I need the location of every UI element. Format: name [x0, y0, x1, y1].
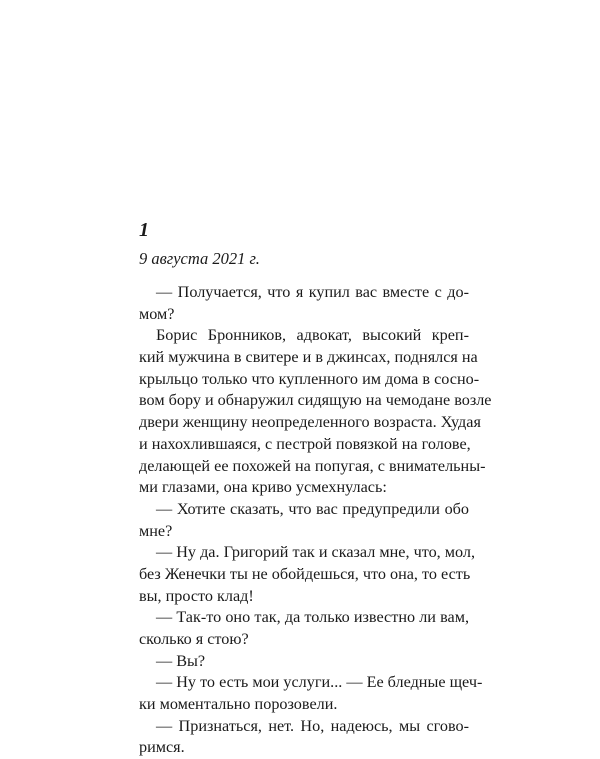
text-line: — Признаться, нет. Но, надеюсь, мы сгово-	[156, 716, 469, 735]
text-line: — Ну да. Григорий так и сказал мне, что, мол,	[156, 543, 476, 562]
text-line: — Ну то есть мои услуги... — Ее бледные щеч-	[156, 673, 483, 692]
text-line: — Получается, что я купил вас вместе с до-	[156, 283, 469, 301]
text-line: — Вы?	[156, 651, 206, 670]
text-line: мне?	[139, 521, 173, 540]
text-line: двери женщину неопределенного возраста. Худая	[139, 413, 481, 432]
text-line: кий мужчина в свитере и в джинсах, поднялся на	[139, 348, 478, 367]
body-text	[139, 282, 492, 759]
text-line: вом бору и обнаружил сидящую на чемодане возле	[139, 391, 492, 410]
text-line: крыльцо только что купленного им дома в сосно-	[139, 369, 480, 388]
text-line: римся.	[139, 738, 185, 757]
text-line: вы, просто клад!	[139, 586, 254, 605]
text-line: — Так-то оно так, да только известно ли вам,	[156, 608, 469, 627]
text-line: ми глазами, она криво усмехнулась:	[139, 478, 387, 497]
chapter-date: 9 августа 2021 г.	[139, 249, 260, 268]
text-line: и нахохлившаяся, с пестрой повязкой на голове,	[139, 434, 471, 453]
text-line: мом?	[139, 304, 175, 323]
text-line: — Хотите сказать, что вас предупредили обо	[156, 499, 469, 518]
text-line: Борис Бронников, адвокат, высокий креп-	[156, 326, 469, 345]
text-line: ки моментально порозовели.	[139, 695, 338, 714]
chapter-number: 1	[139, 219, 149, 241]
text-line: сколько я стою?	[139, 630, 249, 648]
text-line: делающей ее похожей на попугая, с внимательны-	[139, 456, 486, 475]
text-line: без Женечки ты не обойдешься, что она, то есть	[139, 564, 471, 583]
